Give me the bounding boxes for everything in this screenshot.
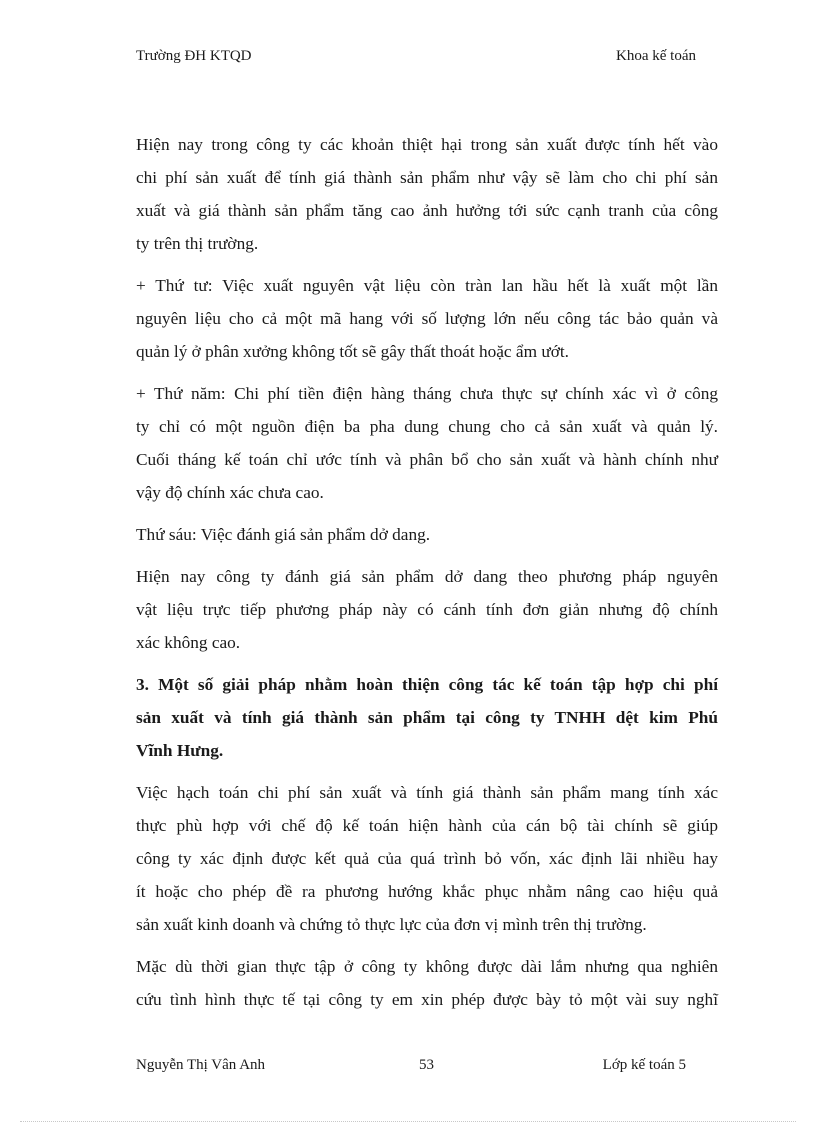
paragraph [136, 128, 718, 260]
text-line: công ty xác định được kết quả của quá trình bỏ vốn, xác định lãi nhiều hay [136, 849, 718, 868]
header-school: Trường ĐH KTQD [136, 48, 252, 64]
heading-line: sản xuất và tính giá thành sản phẩm tại công ty TNHH dệt kim Phú [136, 708, 718, 727]
text-line: xuất và giá thành sản phẩm tăng cao ảnh hưởng tới sức cạnh tranh của công [136, 201, 718, 220]
section-heading [136, 668, 718, 767]
page-footer [136, 1057, 686, 1079]
text-line: Việc hạch toán chi phí sản xuất và tính giá thành sản phẩm mang tính xác [136, 783, 718, 802]
text-line: thực phù hợp với chế độ kế toán hiện hành của cán bộ tài chính sẽ giúp [136, 816, 718, 835]
paragraph [136, 776, 718, 941]
paragraph [136, 950, 718, 1016]
page-number: 53 [419, 1057, 434, 1073]
text-line: chi phí sản xuất để tính giá thành sản phẩm như vậy sẽ làm cho chi phí sản [136, 168, 718, 187]
paragraph [136, 560, 718, 659]
text-line: vậy độ chính xác chưa cao. [136, 483, 324, 502]
footer-class: Lớp kế toán 5 [602, 1057, 686, 1073]
text-line: vật liệu trực tiếp phương pháp này có cánh tính đơn giản nhưng độ chính [136, 600, 718, 619]
text-line: Thứ sáu: Việc đánh giá sản phẩm dở dang. [136, 525, 431, 544]
paragraph [136, 377, 718, 509]
text-line: Mặc dù thời gian thực tập ở công ty không được dài lắm nhưng qua nghiên [136, 957, 718, 976]
text-line: Cuối tháng kế toán chỉ ước tính và phân bổ cho sản xuất và hành chính như [136, 450, 718, 469]
text-line: Hiện nay công ty đánh giá sản phẩm dở dang theo phương pháp nguyên [136, 567, 718, 586]
heading-line: 3. Một số giải pháp nhằm hoàn thiện công tác kế toán tập hợp chi phí [136, 675, 718, 694]
text-line: + Thứ tư: Việc xuất nguyên vật liệu còn tràn lan hầu hết là xuất một lần [136, 276, 718, 295]
text-line: xác không cao. [136, 633, 241, 652]
text-line: ty trên thị trường. [136, 234, 259, 253]
text-line: ty chỉ có một nguồn điện ba pha dung chung cho cả sản xuất và quản lý. [136, 417, 718, 436]
footer-author: Nguyễn Thị Vân Anh [136, 1057, 266, 1073]
text-line: Hiện nay trong công ty các khoản thiệt hại trong sản xuất được tính hết vào [136, 135, 718, 154]
document-body [136, 128, 718, 1025]
heading-line: Vĩnh Hưng. [136, 741, 224, 760]
text-line: nguyên liệu cho cả một mã hang với số lượng lớn nếu công tác bảo quản và [136, 309, 718, 328]
text-line: + Thứ năm: Chi phí tiền điện hàng tháng chưa thực sự chính xác vì ở công [136, 384, 718, 403]
page-edge-divider [20, 1121, 796, 1122]
header-faculty: Khoa kế toán [616, 48, 696, 64]
text-line: cứu tình hình thực tế tại công ty em xin phép được bày tỏ một vài suy nghĩ [136, 990, 718, 1009]
text-line: sản xuất kinh doanh và chứng tỏ thực lực của đơn vị mình trên thị trường. [136, 915, 647, 934]
text-line: ít hoặc cho phép đề ra phương hướng khắc phục nhằm nâng cao hiệu quả [136, 882, 718, 901]
paragraph [136, 269, 718, 368]
paragraph [136, 518, 718, 551]
page-header [136, 48, 696, 70]
text-line: quản lý ở phân xưởng không tốt sẽ gây thất thoát hoặc ẩm ướt. [136, 342, 569, 361]
